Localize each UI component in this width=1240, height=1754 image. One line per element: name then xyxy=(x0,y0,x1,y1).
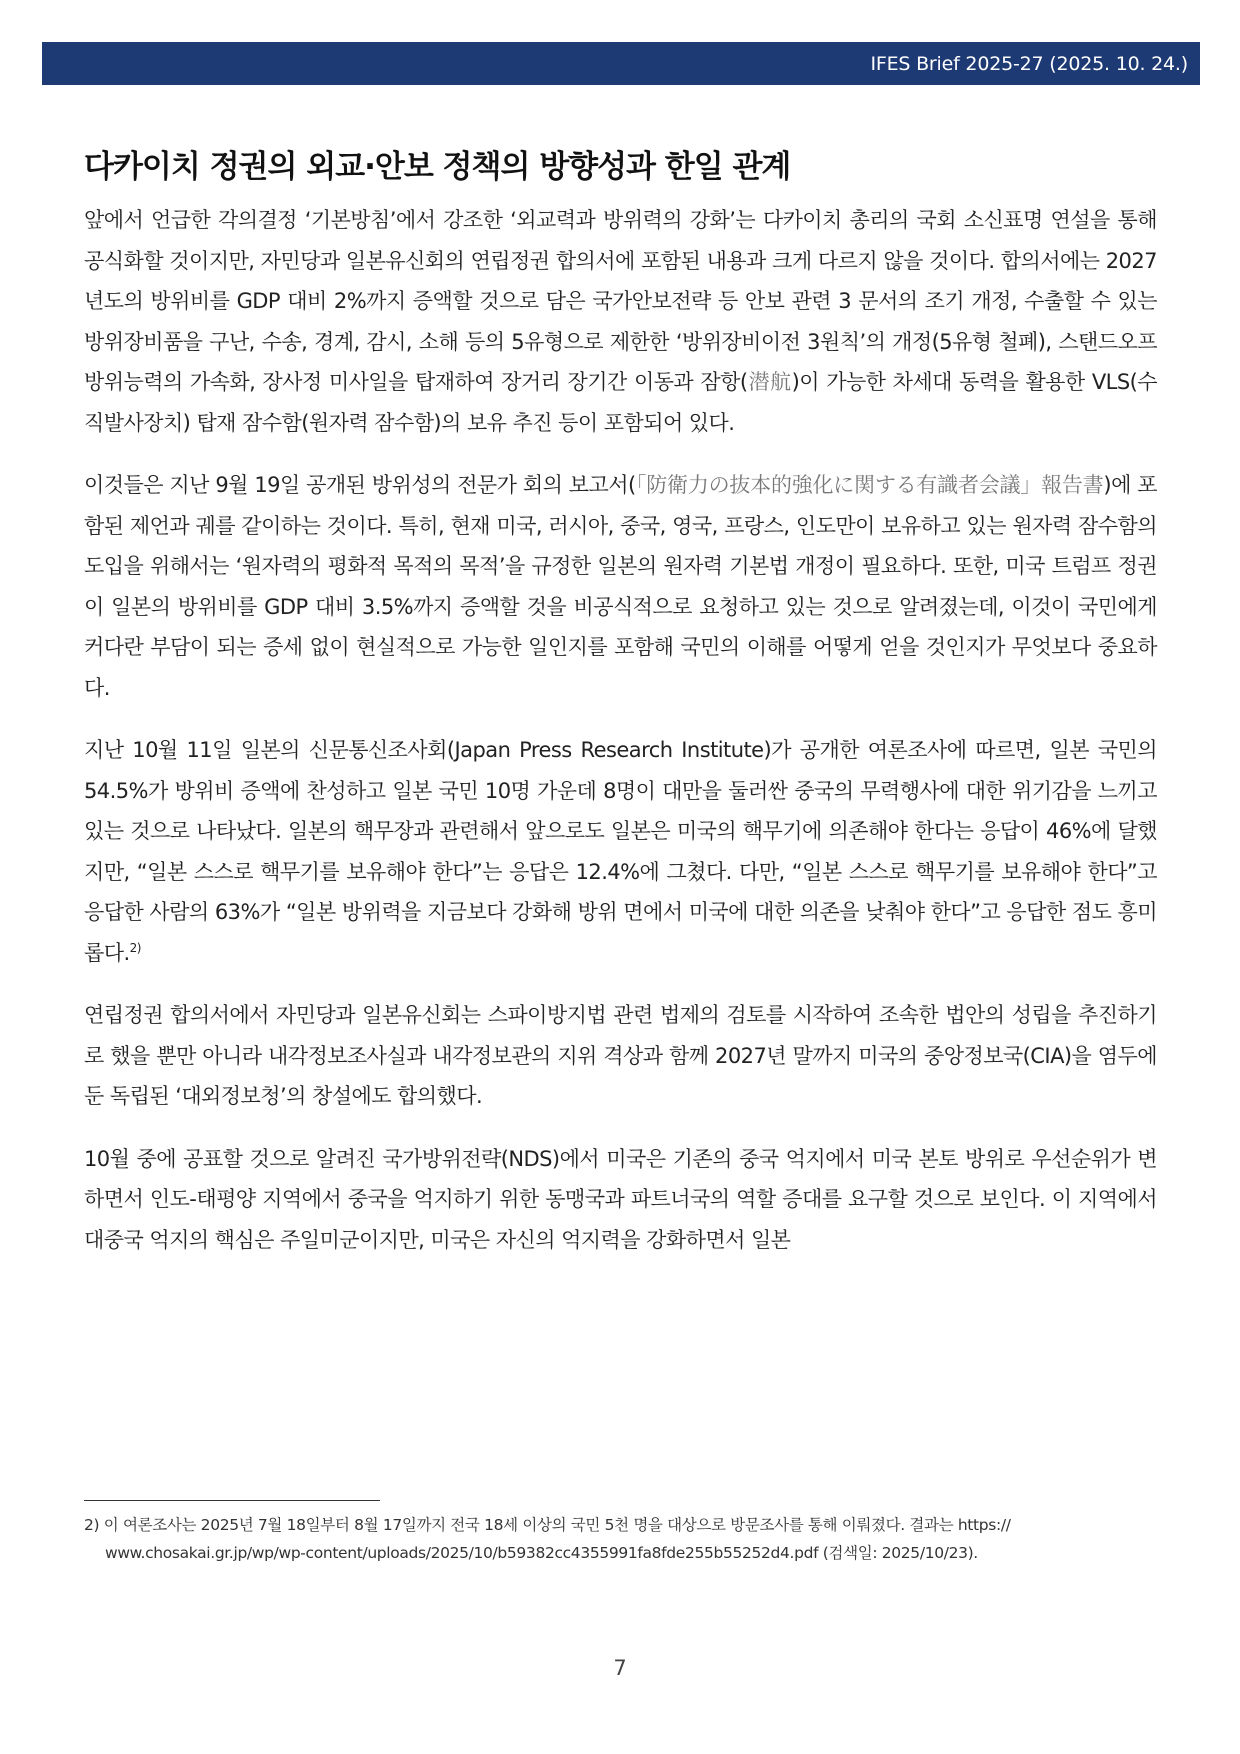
paragraph-4: 연립정권 합의서에서 자민당과 일본유신회는 스파이방지법 관련 법제의 검토를 시작하여 조속한 법안의 성립을 추진하기로 했을 뿐만 아니라 내각정보조사실과 내각정보관의 지위 격상과 함께 2027년 말까지 미국의 중앙정보국(CIA)을 염두에 둔 독립된 ‘대외정보청’의 창설에도 합의했다. xyxy=(84,1003,1157,1108)
footnote-link[interactable]: www.chosakai.gr.jp/wp/wp-content/uploads/2025/10/b59382cc4355991fa8fde255b55252d4.pdf (검색일: 2025/10/23). xyxy=(105,1544,978,1562)
footnote-2 xyxy=(84,1511,1157,1567)
hanja-submerged: 潜航 xyxy=(747,370,792,394)
paragraph-2-end: )에 포함된 제언과 궤를 같이하는 것이다. 특히, 현재 미국, 러시아, 중국, 영국, 프랑스, 인도만이 보유하고 있는 원자력 잠수함의 도입을 위해서는 ‘원자력의 평화적 목적의 목적’을 규정한 일본의 원자력 기본법 개정이 필요하다. 또한, 미국 트럼프 정권이 일본의 방위비를 GDP 대비 3.5%까지 증액할 것을 비공식적으로 요청하고 있는 것으로 알려졌는데, 이것이 국민에게 커다란 부담이 되는 증세 없이 현실적으로 가능한 일인지를 포함해 국민의 이해를 어떻게 얻을 것인지가 무엇보다 중요하다. xyxy=(84,473,1157,700)
page-number: 7 xyxy=(613,1656,627,1680)
header-bar xyxy=(42,42,1200,85)
footnote-ref-2[interactable]: 2) xyxy=(129,940,141,955)
japanese-report-title: 「防衛力の抜本的強化に関する有識者会議」報告書 xyxy=(635,473,1104,497)
paragraph-3 xyxy=(84,730,1157,973)
paragraph-3-text: 지난 10월 11일 일본의 신문통신조사회(Japan Press Research Institute)가 공개한 여론조사에 따르면, 일본 국민의 54.5%가 방위비 증액에 찬성하고 일본 국민 10명 가운데 8명이 대만을 둘러싼 중국의 무력행사에 대한 위기감을 느끼고 있는 것으로 나타났다. 일본의 핵무장과 관련해서 앞으로도 일본은 미국의 핵무기에 의존해야 한다는 응답이 46%에 달했지만, “일본 스스로 핵무기를 보유해야 한다”는 응답은 12.4%에 그쳤다. 다만, “일본 스스로 핵무기를 보유해야 한다”고 응답한 사람의 63%가 “일본 방위력을 지금보다 강화해 방위 면에서 미국에 대한 의존을 낮춰야 한다”고 응답한 점도 흥미롭다. xyxy=(84,738,1157,965)
brief-label: IFES Brief 2025-27 (2025. 10. 24.) xyxy=(870,52,1188,75)
paragraph-2 xyxy=(84,465,1157,708)
page-title: 다카이치 정권의 외교·안보 정책의 방향성과 한일 관계 xyxy=(84,149,791,185)
paragraph-1 xyxy=(84,200,1157,443)
paragraph-1-text: 앞에서 언급한 각의결정 ‘기본방침’에서 강조한 ‘외교력과 방위력의 강화’는 다카이치 총리의 국회 소신표명 연설을 통해 공식화할 것이지만, 자민당과 일본유신회의 연립정권 합의서에 포함된 내용과 크게 다르지 않을 것이다. 합의서에는 2027년도의 방위비를 GDP 대비 2%까지 증액할 것으로 담은 국가안보전략 등 안보 관련 3 문서의 조기 개정, 수출할 수 있는 방위장비품을 구난, 수송, 경계, 감시, 소해 등의 5유형으로 제한한 ‘방위장비이전 3원칙’의 개정(5유형 철폐), 스탠드오프 방위능력의 가속화, 장사정 미사일을 탑재하여 장거리 장기간 이동과 잠항( xyxy=(84,208,1157,394)
paragraph-1-end: )이 가능한 차세대 동력을 활용한 VLS(수직발사장치) 탑재 잠수함(원자력 잠수함)의 보유 추진 등이 포함되어 있다. xyxy=(84,370,1157,435)
paragraph-5: 10월 중에 공표할 것으로 알려진 국가방위전략(NDS)에서 미국은 기존의 중국 억지에서 미국 본토 방위로 우선순위가 변하면서 인도-태평양 지역에서 중국을 억지하기 위한 동맹국과 파트너국의 역할 증대를 요구할 것으로 보인다. 이 지역에서 대중국 억지의 핵심은 주일미군이지만, 미국은 자신의 억지력을 강화하면서 일본 xyxy=(84,1146,1157,1252)
footnote-line-1: 2) 이 여론조사는 2025년 7월 18일부터 8월 17일까지 전국 18세 이상의 국민 5천 명을 대상으로 방문조사를 통해 이뤄졌다. 결과는 https:// xyxy=(84,1516,1011,1534)
paragraph-2-start: 이것들은 지난 9월 19일 공개된 방위성의 전문가 회의 보고서( xyxy=(84,473,636,497)
body-text xyxy=(84,200,1157,1282)
footnote-divider xyxy=(84,1500,380,1501)
